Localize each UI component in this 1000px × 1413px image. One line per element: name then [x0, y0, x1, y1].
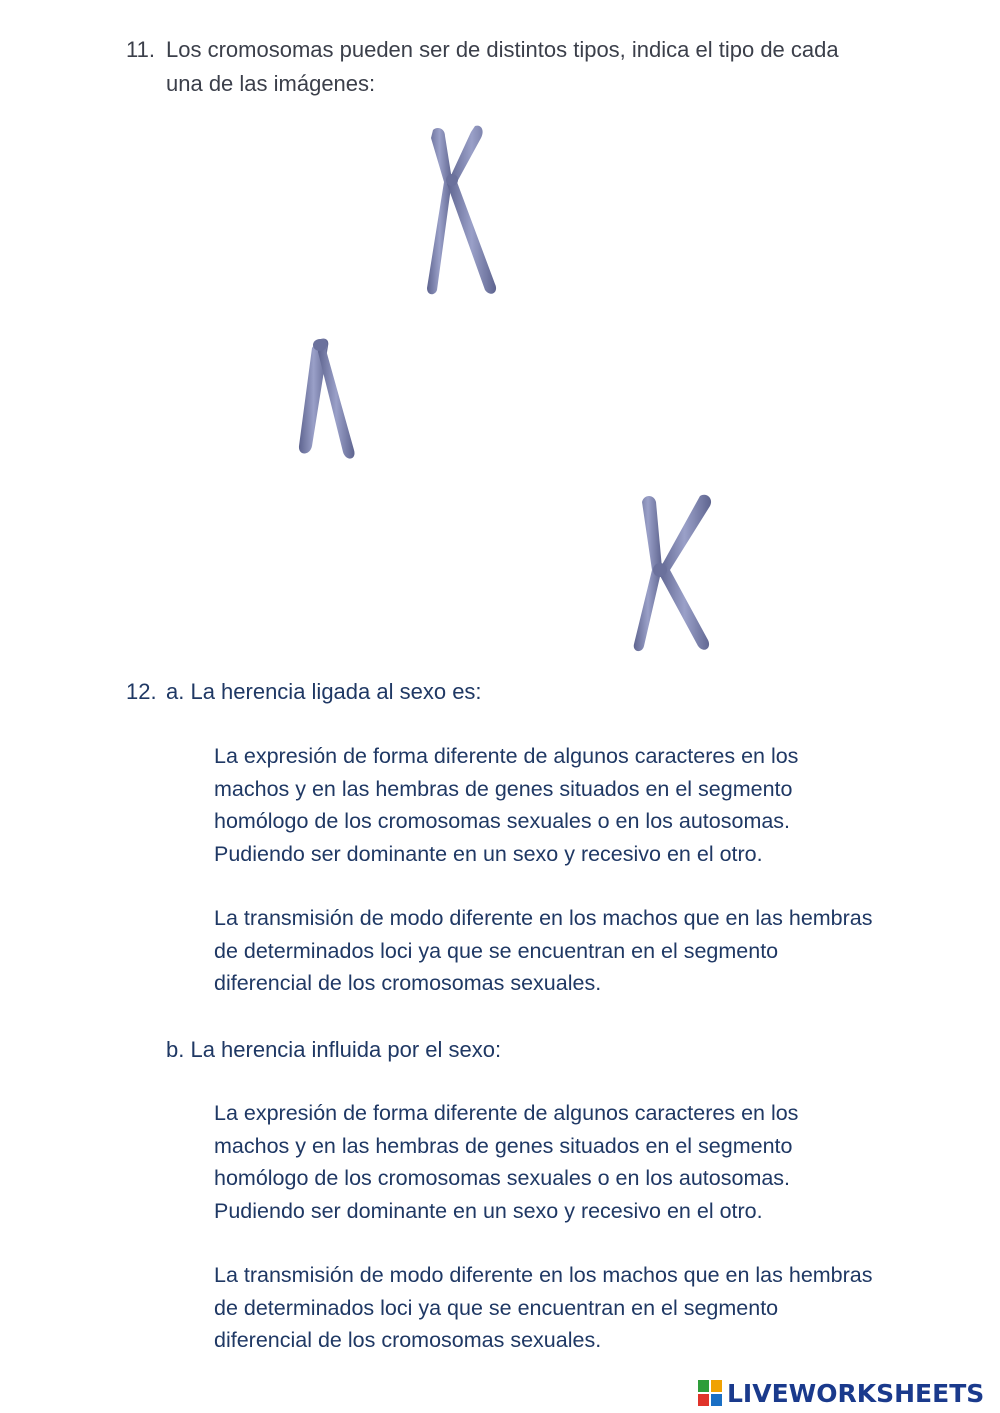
liveworksheets-logo-text: LIVEWORKSHEETS: [727, 1378, 985, 1408]
question-12-number: 12.: [126, 679, 157, 704]
liveworksheets-logo: [697, 1378, 984, 1408]
question-11-number: 11.: [126, 37, 155, 62]
question-12a-label: a. La herencia ligada al sexo es:: [166, 679, 482, 704]
metacentric-chromosome-icon: [415, 120, 515, 300]
liveworksheets-logo-icon: [697, 1379, 723, 1407]
question-12a-option-2[interactable]: La transmisión de modo diferente en los machos que en las hembras de determinados loci ya que se encuentran en el segmento diferencial de los cromosomas sexuales.: [214, 906, 873, 995]
question-12b-option-2[interactable]: La transmisión de modo diferente en los machos que en las hembras de determinados loci ya que se encuentran en el segmento diferencial de los cromosomas sexuales.: [214, 1263, 873, 1352]
question-12b-label: b. La herencia influida por el sexo:: [166, 1037, 502, 1062]
submetacentric-chromosome-icon: [628, 490, 728, 665]
question-11-text-line1: Los cromosomas pueden ser de distintos tipos, indica el tipo de cada: [166, 37, 839, 62]
question-12b-option-1[interactable]: La expresión de forma diferente de algunos caracteres en los machos y en las hembras de genes situados en el segmento homólogo de los cromosomas sexuales o en los autosomas. Pudiendo ser dominante en un sexo y recesivo en el otro.: [214, 1101, 799, 1223]
question-11-text-line2: una de las imágenes:: [166, 71, 376, 96]
acrocentric-chromosome-icon: [282, 334, 372, 469]
question-12a-option-1[interactable]: La expresión de forma diferente de algunos caracteres en los machos y en las hembras de genes situados en el segmento homólogo de los cromosomas sexuales o en los autosomas. Pudiendo ser dominante en un sexo y recesivo en el otro.: [214, 744, 799, 866]
